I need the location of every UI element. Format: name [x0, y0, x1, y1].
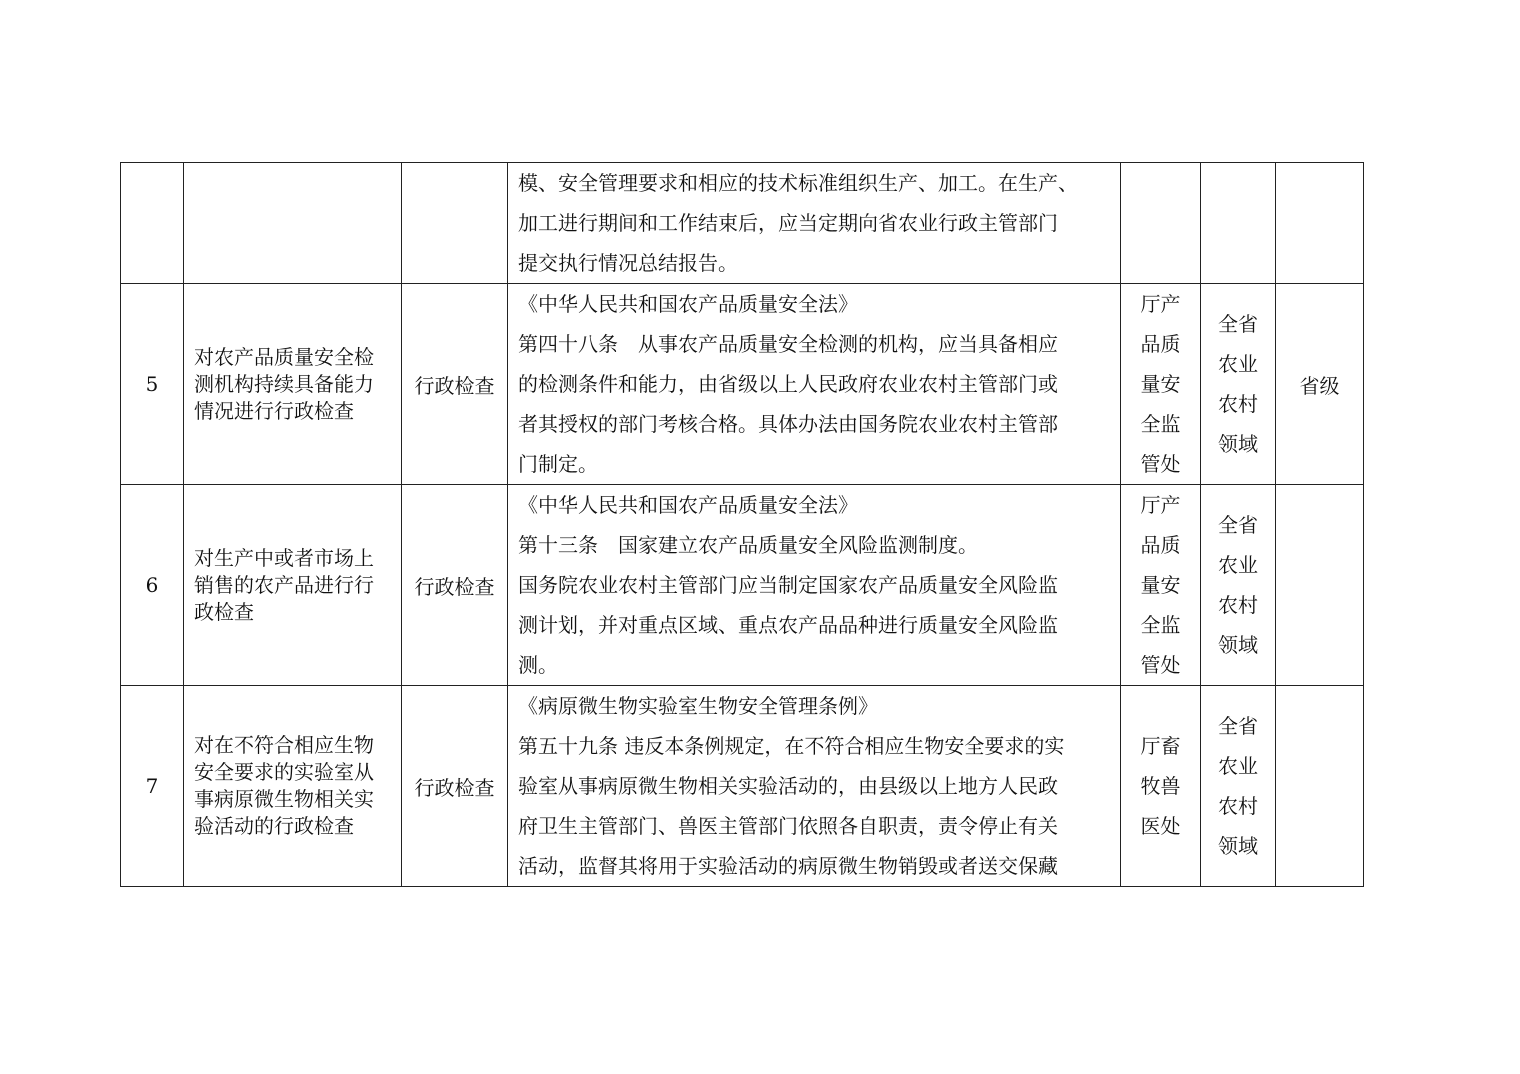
responsible-department — [1121, 163, 1201, 284]
legal-basis — [508, 284, 1121, 485]
row-number: 6 — [121, 485, 184, 686]
legal-basis — [508, 485, 1121, 686]
basis-line: 第十三条 国家建立农产品质量安全风险监测制度。 — [518, 533, 978, 557]
basis-line: 活动，监督其将用于实验活动的病原微生物销毁或者送交保藏 — [518, 854, 1058, 878]
basis-line: 者其授权的部门考核合格。具体办法由国务院农业农村主管部 — [518, 412, 1058, 436]
inspection-type — [402, 163, 508, 284]
row-number: 7 — [121, 686, 184, 887]
basis-line: 加工进行期间和工作结束后，应当定期向省农业行政主管部门 — [518, 211, 1058, 235]
scope — [1201, 163, 1276, 284]
table-row — [121, 485, 1364, 686]
table-row — [121, 163, 1364, 284]
basis-line: 测。 — [518, 653, 558, 677]
item-name: 对在不符合相应生物安全要求的实验室从事病原微生物相关实验活动的行政检查 — [184, 686, 402, 887]
responsible-department: 厅产 品质 量安 全监 管处 — [1121, 485, 1201, 686]
basis-line: 的检测条件和能力，由省级以上人民政府农业农村主管部门或 — [518, 372, 1058, 396]
inspection-type: 行政检查 — [402, 485, 508, 686]
basis-line: 测计划，并对重点区域、重点农产品品种进行质量安全风险监 — [518, 613, 1058, 637]
scope: 全省 农业 农村 领域 — [1201, 284, 1276, 485]
basis-line: 第四十八条 从事农产品质量安全检测的机构，应当具备相应 — [518, 332, 1058, 356]
table-row — [121, 284, 1364, 485]
row-number: 5 — [121, 284, 184, 485]
basis-line: 验室从事病原微生物相关实验活动的，由县级以上地方人民政 — [518, 774, 1058, 798]
responsible-department: 厅畜 牧兽 医处 — [1121, 686, 1201, 887]
level — [1276, 686, 1364, 887]
level — [1276, 163, 1364, 284]
inspection-items-table — [120, 162, 1364, 887]
row-number — [121, 163, 184, 284]
basis-line: 《中华人民共和国农产品质量安全法》 — [518, 493, 858, 517]
legal-basis — [508, 163, 1121, 284]
scope: 全省 农业 农村 领域 — [1201, 485, 1276, 686]
scope: 全省 农业 农村 领域 — [1201, 686, 1276, 887]
level — [1276, 485, 1364, 686]
basis-line: 国务院农业农村主管部门应当制定国家农产品质量安全风险监 — [518, 573, 1058, 597]
basis-line: 府卫生主管部门、兽医主管部门依照各自职责，责令停止有关 — [518, 814, 1058, 838]
item-name: 对生产中或者市场上销售的农产品进行行政检查 — [184, 485, 402, 686]
basis-line: 《中华人民共和国农产品质量安全法》 — [518, 292, 858, 316]
basis-line: 第五十九条 违反本条例规定，在不符合相应生物安全要求的实 — [518, 734, 1065, 758]
table-row — [121, 686, 1364, 887]
level: 省级 — [1276, 284, 1364, 485]
item-name: 对农产品质量安全检测机构持续具备能力情况进行行政检查 — [184, 284, 402, 485]
basis-line: 门制定。 — [518, 452, 598, 476]
item-name — [184, 163, 402, 284]
inspection-type: 行政检查 — [402, 686, 508, 887]
basis-line: 《病原微生物实验室生物安全管理条例》 — [518, 694, 878, 718]
legal-basis — [508, 686, 1121, 887]
basis-line: 提交执行情况总结报告。 — [518, 251, 738, 275]
basis-line: 模、安全管理要求和相应的技术标准组织生产、加工。在生产、 — [518, 171, 1078, 195]
inspection-type: 行政检查 — [402, 284, 508, 485]
responsible-department: 厅产 品质 量安 全监 管处 — [1121, 284, 1201, 485]
